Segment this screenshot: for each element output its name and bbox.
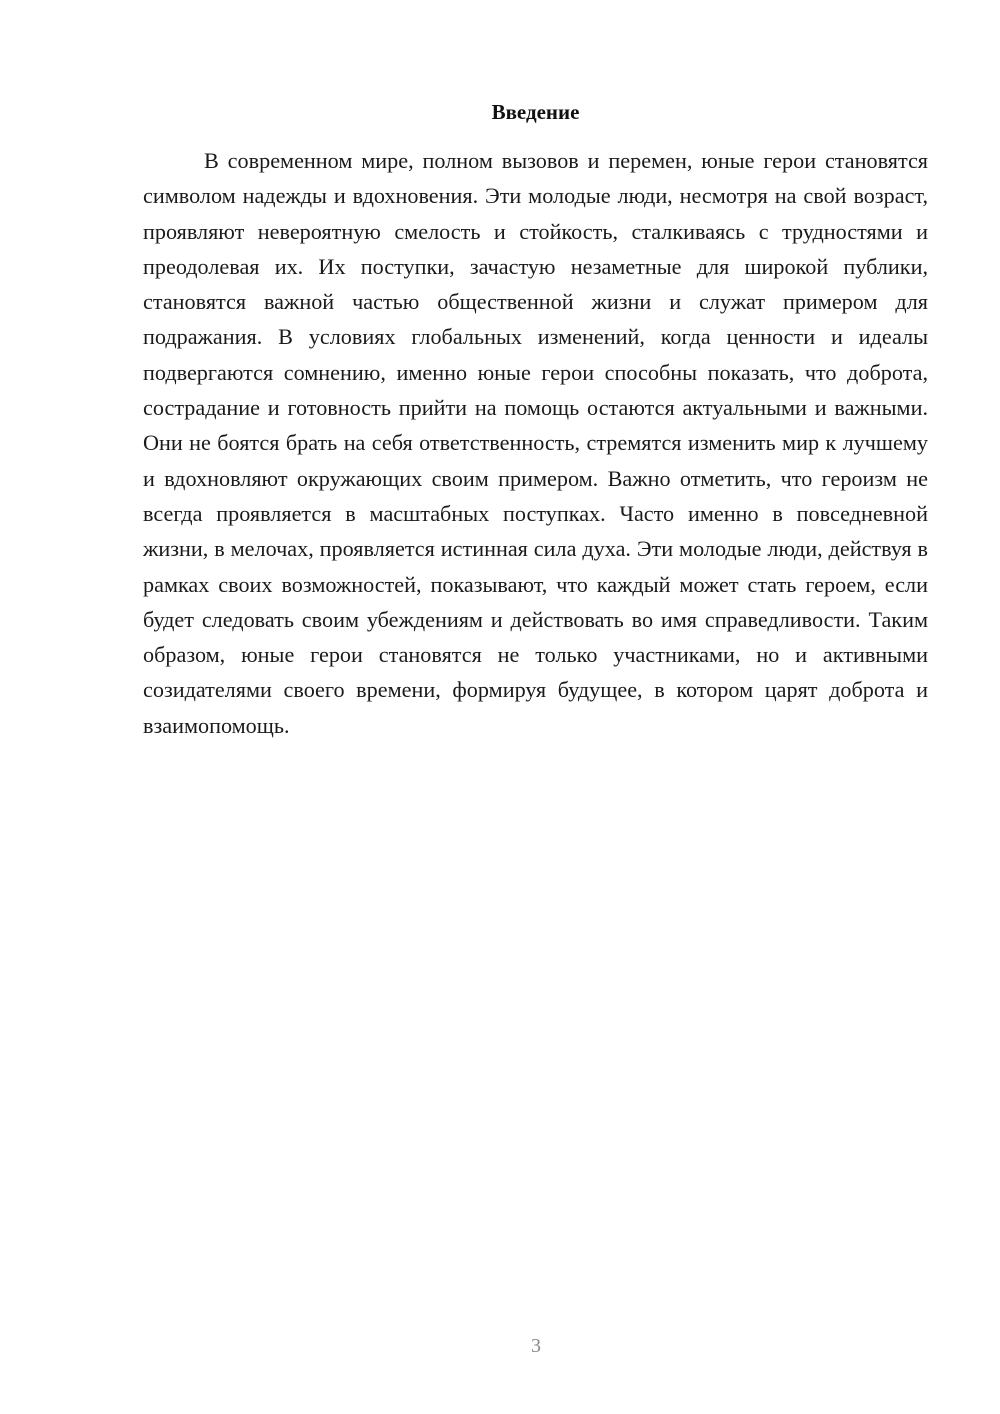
section-heading: Введение <box>491 100 580 124</box>
body-paragraph: В современном мире, полном вызовов и перемен, юные герои становятся символом надежды и вдохновения. Эти молодые люди, несмотря на свой возраст, проявляют невероятную смелость и стойкость, сталкиваясь с трудностями и преодолевая их. Их поступки, зачастую незаметные для широкой публики, становятся важной частью общественной жизни и служат примером для подражания. В условиях глобальных изменений, когда ценности и идеалы подвергаются сомнению, именно юные герои способны показать, что доброта, сострадание и готовность прийти на помощь остаются актуальными и важными. Они не боятся брать на себя ответственность, стремятся изменить мир к лучшему и вдохновляют окружающих своим примером. Важно отметить, что героизм не всегда проявляется в масштабных поступках. Часто именно в повседневной жизни, в мелочах, проявляется истинная сила духа. Эти молодые люди, действуя в рамках своих возможностей, показывают, что каждый может стать героем, если будет следовать своим убеждениям и действовать во имя справедливости. Таким образом, юные герои становятся не только участниками, но и активными созидателями своего времени, формируя будущее, в котором царят доброта и взаимопомощь. <box>143 148 928 738</box>
page-number: 3 <box>531 1335 541 1357</box>
